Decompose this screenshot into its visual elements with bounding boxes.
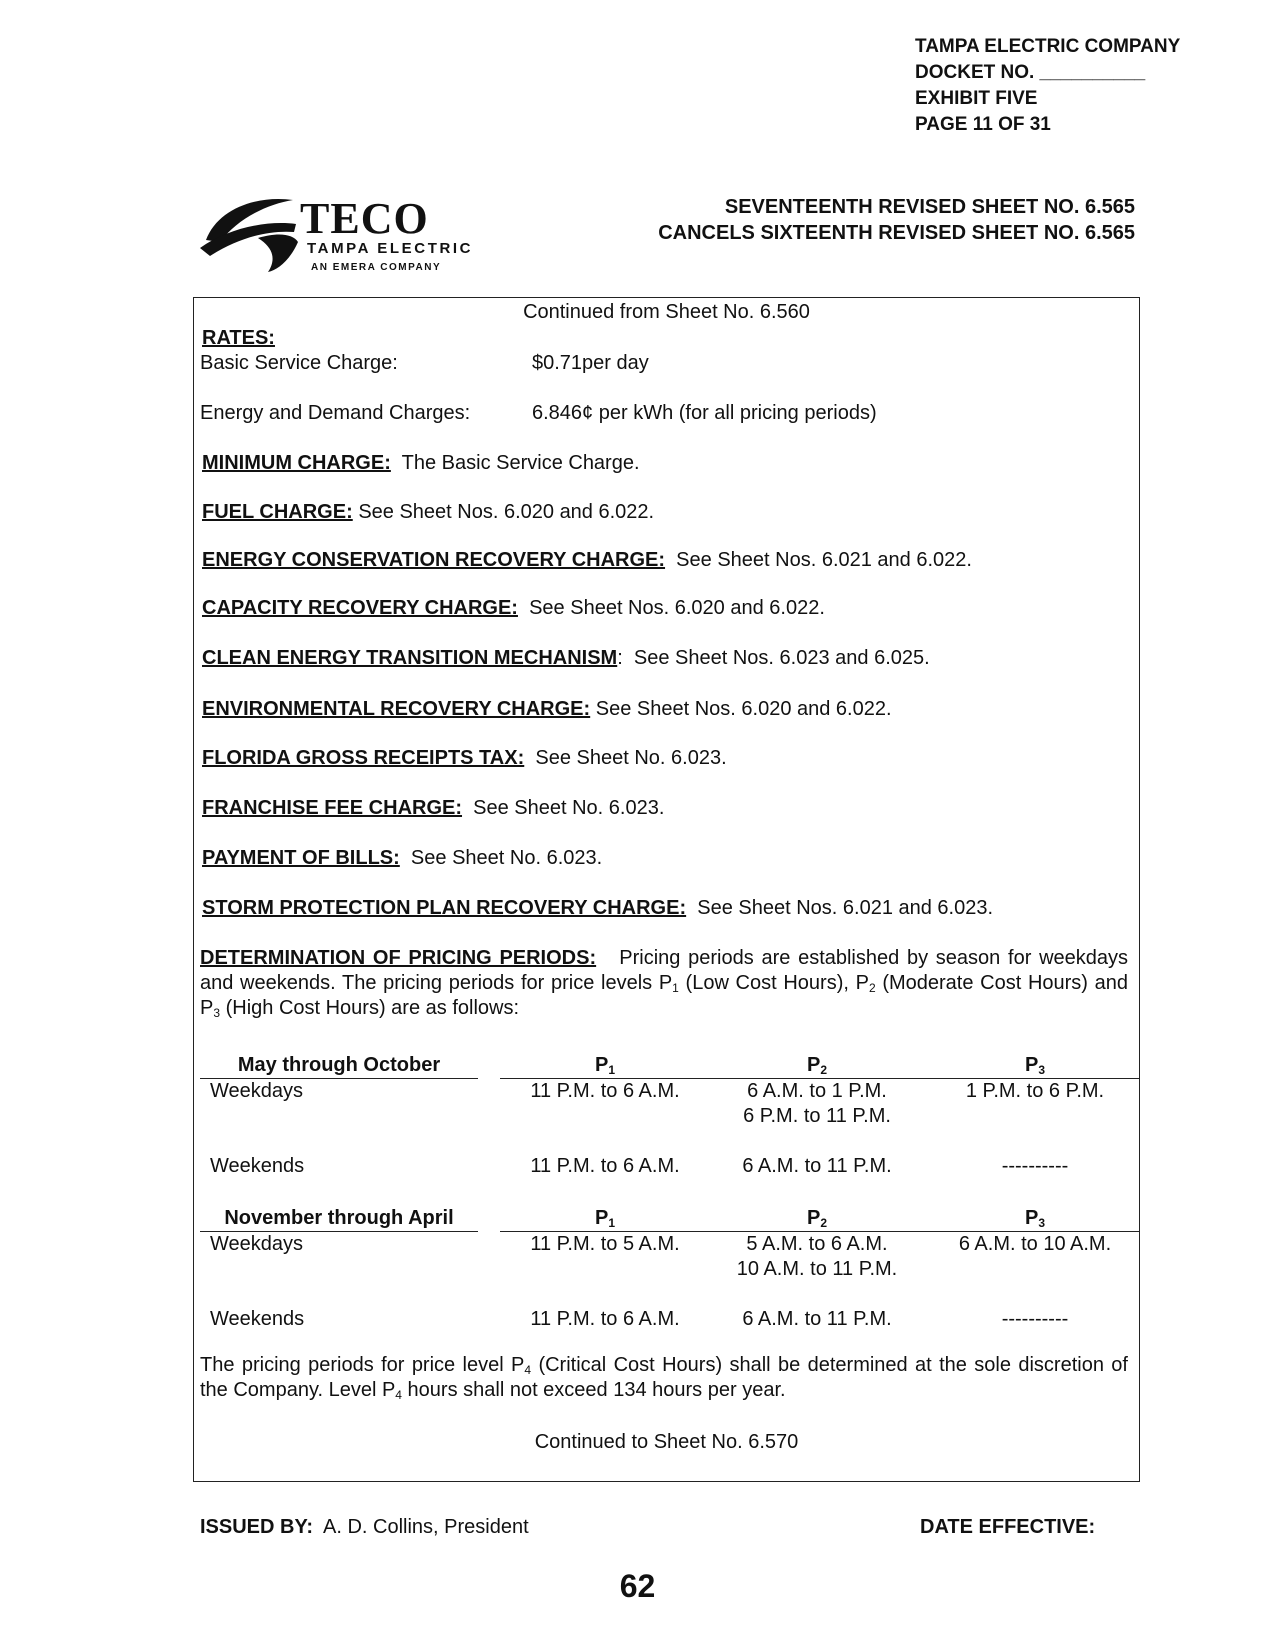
section-label: ENVIRONMENTAL RECOVERY CHARGE:: [202, 698, 591, 720]
section-text: See Sheet No. 6.023.: [473, 797, 665, 819]
p4-text-a: The pricing periods for price level P: [200, 1354, 525, 1376]
section-text: See Sheet No. 6.023.: [535, 747, 727, 769]
page-number: 62: [619, 1568, 656, 1604]
basic-service-label: Basic Service Charge:: [200, 352, 398, 374]
section-gross-receipts: [202, 746, 727, 771]
basic-service-value: $0.71per day: [532, 352, 649, 374]
issued-by-label: ISSUED BY:: [200, 1516, 313, 1538]
winter-weekends-p1: 11 P.M. to 6 A.M.: [530, 1308, 680, 1330]
section-label: FLORIDA GROSS RECEIPTS TAX:: [202, 747, 525, 769]
sub-3: 3: [213, 1006, 221, 1020]
sub-2: 2: [868, 981, 876, 995]
section-storm-protection: [202, 896, 993, 921]
summer-weekends-p2: 6 A.M. to 11 P.M.: [742, 1155, 892, 1177]
p4-sub: 4: [395, 1388, 402, 1402]
section-text: See Sheet No. 6.023.: [410, 847, 603, 869]
docket-number: DOCKET NO. __________: [915, 62, 1146, 83]
summer-weekends-p3: ----------: [1001, 1155, 1069, 1177]
winter-p1-heading: [500, 1206, 710, 1231]
det-text-b: (Low Cost Hours), P: [678, 972, 869, 994]
section-label: STORM PROTECTION PLAN RECOVERY CHARGE:: [202, 897, 687, 919]
summer-weekdays-p3: 1 P.M. to 6 P.M.: [965, 1080, 1105, 1102]
section-text: See Sheet Nos. 6.020 and 6.022.: [595, 698, 892, 720]
sheet-line-2: CANCELS SIXTEENTH REVISED SHEET NO. 6.565: [658, 222, 1135, 244]
summer-weekdays-label: Weekdays: [210, 1080, 304, 1102]
continued-from: Continued from Sheet No. 6.560: [523, 301, 810, 323]
winter-weekends-p3: ----------: [1001, 1308, 1069, 1330]
energy-demand-label: Energy and Demand Charges:: [200, 402, 471, 424]
summer-weekdays-p2b: 6 P.M. to 11 P.M.: [743, 1105, 891, 1127]
section-text: The Basic Service Charge.: [401, 452, 640, 474]
summer-weekdays-p2a: 6 A.M. to 1 P.M.: [747, 1080, 887, 1102]
p-sub: 1: [608, 1063, 616, 1077]
sub-1: 1: [672, 981, 679, 995]
pricing-periods-paragraph: [200, 946, 1128, 1021]
winter-p3-heading: [930, 1206, 1140, 1231]
date-effective-label: DATE EFFECTIVE:: [920, 1516, 1096, 1538]
p4-sub: 4: [524, 1363, 532, 1377]
section-text: See Sheet Nos. 6.021 and 6.022.: [676, 549, 972, 571]
section-label: ENERGY CONSERVATION RECOVERY CHARGE:: [202, 549, 666, 571]
winter-p2-heading: [712, 1206, 922, 1231]
section-text: See Sheet Nos. 6.020 and 6.022.: [358, 501, 655, 523]
p-label: P: [1024, 1054, 1039, 1076]
section-text: See Sheet Nos. 6.021 and 6.023.: [697, 897, 994, 919]
winter-weekdays-p3: 6 A.M. to 10 A.M.: [958, 1233, 1112, 1255]
sheet-number-block: [560, 194, 1135, 246]
winter-weekdays-p2a: 5 A.M. to 6 A.M.: [746, 1233, 888, 1255]
p4-text-b: (Critical Cost Hours) shall be determined at the sole discretion of the Company. Level P: [200, 1354, 1128, 1401]
p-sub: 2: [820, 1063, 828, 1077]
p-sub: 3: [1038, 1063, 1046, 1077]
p-label: P: [1024, 1207, 1039, 1229]
summer-p2-heading: [712, 1053, 922, 1078]
section-text: See Sheet Nos. 6.020 and 6.022.: [529, 597, 825, 619]
p-label: P: [806, 1054, 821, 1076]
p4-text-c: hours shall not exceed 134 hours per year.: [401, 1379, 786, 1401]
summer-weekends-label: Weekends: [210, 1155, 305, 1177]
company-name: TAMPA ELECTRIC COMPANY: [915, 36, 1181, 57]
summer-p3-heading: [930, 1053, 1140, 1078]
summer-weekdays-p1: 11 P.M. to 6 A.M.: [530, 1080, 680, 1102]
p4-paragraph: [200, 1353, 1128, 1403]
summer-season-heading: May through October: [237, 1054, 441, 1076]
section-text: : See Sheet Nos. 6.023 and 6.025.: [617, 647, 930, 669]
rates-heading: RATES:: [202, 327, 275, 349]
section-label: FRANCHISE FEE CHARGE:: [202, 797, 463, 819]
det-text-c: (Moderate Cost Hours) and P: [200, 972, 1128, 1019]
det-text-a: Pricing periods are established by season for weekdays and weekends. The pricing periods for price levels P: [200, 947, 1129, 994]
section-label: CAPACITY RECOVERY CHARGE:: [202, 597, 518, 619]
winter-weekends-p2: 6 A.M. to 11 P.M.: [742, 1308, 892, 1330]
section-franchise-fee: [202, 796, 664, 821]
section-label: CLEAN ENERGY TRANSITION MECHANISM: [202, 647, 618, 669]
winter-weekdays-p2b: 10 A.M. to 11 P.M.: [736, 1258, 898, 1280]
p-label: P: [594, 1054, 609, 1076]
continued-to: Continued to Sheet No. 6.570: [534, 1431, 799, 1453]
section-energy-conservation: [202, 548, 972, 573]
section-capacity-recovery: [202, 596, 825, 621]
p-sub: 3: [1038, 1216, 1046, 1230]
section-label: MINIMUM CHARGE:: [202, 452, 391, 474]
winter-weekends-label: Weekends: [210, 1308, 305, 1330]
energy-demand-value: 6.846¢ per kWh (for all pricing periods): [532, 402, 877, 424]
summer-p1-heading: [500, 1053, 710, 1078]
section-minimum-charge: [202, 451, 640, 476]
pricing-periods-label: DETERMINATION OF PRICING PERIODS:: [200, 947, 597, 969]
winter-weekdays-label: Weekdays: [210, 1233, 304, 1255]
summer-weekends-p1: 11 P.M. to 6 A.M.: [530, 1155, 680, 1177]
logo-parent: AN EMERA COMPANY: [311, 262, 442, 273]
p-sub: 2: [820, 1216, 828, 1230]
winter-weekdays-p1: 11 P.M. to 5 A.M.: [530, 1233, 680, 1255]
det-text-d: (High Cost Hours) are as follows:: [220, 997, 520, 1019]
section-label: PAYMENT OF BILLS:: [202, 847, 400, 869]
section-clean-energy: [202, 646, 930, 671]
section-payment-of-bills: [202, 846, 602, 871]
issued-by: [200, 1515, 529, 1540]
page-label: PAGE 11 OF 31: [915, 114, 1051, 135]
logo-wordmark: TECO: [300, 194, 429, 243]
section-environmental: [202, 697, 892, 722]
section-fuel-charge: [202, 500, 654, 525]
p-sub: 1: [608, 1216, 616, 1230]
exhibit-label: EXHIBIT FIVE: [915, 88, 1038, 109]
document-header: [915, 34, 1180, 138]
sheet-line-1: SEVENTEENTH REVISED SHEET NO. 6.565: [724, 196, 1135, 218]
issued-by-value: A. D. Collins, President: [323, 1516, 529, 1538]
logo-subtitle: TAMPA ELECTRIC: [307, 240, 474, 257]
p-label: P: [806, 1207, 821, 1229]
winter-season-heading: November through April: [224, 1207, 454, 1229]
section-label: FUEL CHARGE:: [202, 501, 353, 523]
p-label: P: [594, 1207, 609, 1229]
